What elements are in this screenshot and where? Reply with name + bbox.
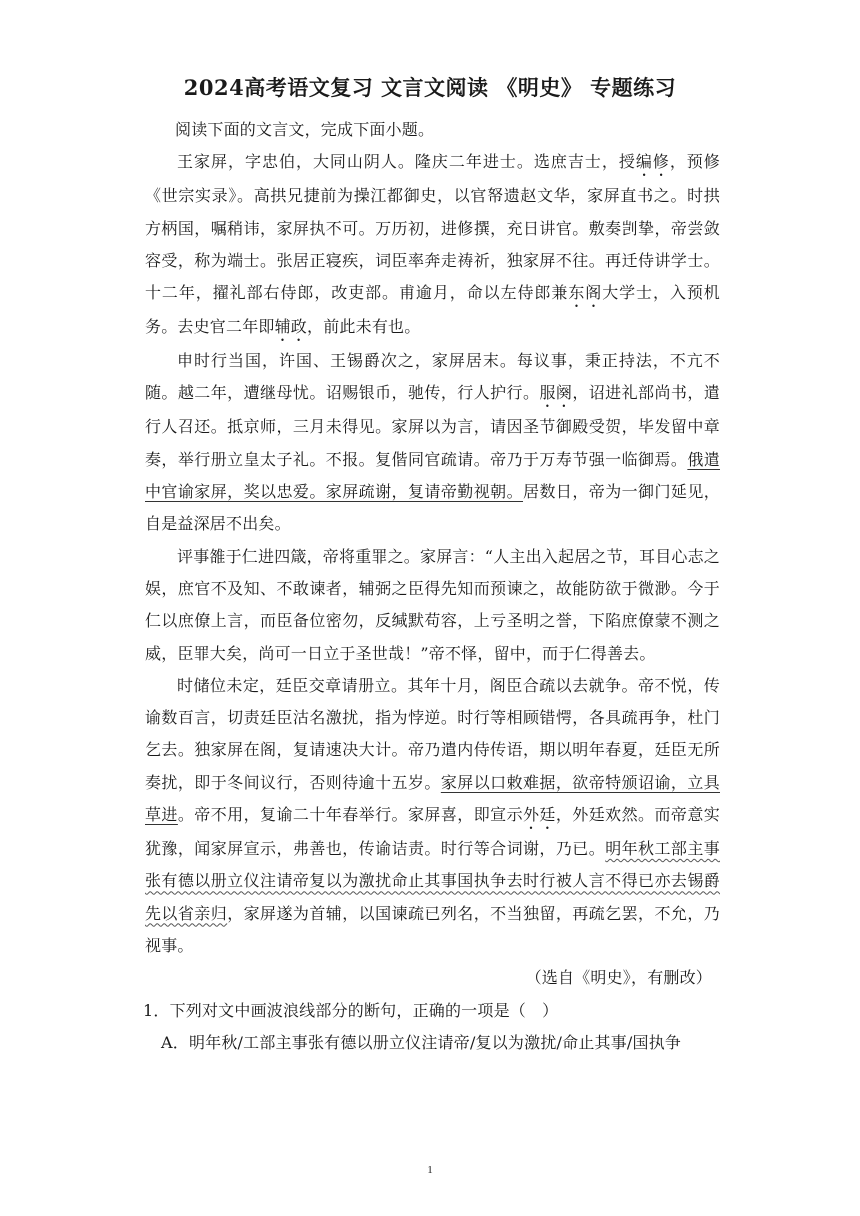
passage-paragraph-4 (145, 670, 720, 962)
emphasized-word: 编修 (635, 152, 670, 172)
passage-paragraph-3: 评事雒于仁进四箴，帝将重罪之。家屏言：“人主出入起居之节，耳目心志之娱，庶官不及知、不敢谏者，辅弼之臣得先知而预谏之，故能防欲于微渺。今于仁以庶僚上言，而臣备位密勿，反缄默苟容，上亏圣明之誉，下陷庶僚蒙不测之威，臣罪大矣，尚可一日立于圣世哉！”帝不怿，留中，而于仁得善去。 (145, 546, 720, 663)
underlined-sentence: 俄遣中官谕家屏，奖以忠爱。家屏疏谢，复请帝勤视朝。 (145, 449, 720, 502)
emphasized-word: 东阁 (568, 283, 603, 303)
underlined-sentence: 家屏以口敕难据，欲帝特颁诏谕，立具草进 (145, 772, 720, 825)
source-citation: （选自《明史》，有删改） (525, 968, 712, 988)
passage-text: 王家屏，字忠伯，大同山阴人。隆庆二年进士。选庶吉士，授 (177, 152, 636, 172)
emphasized-word: 外廷 (523, 805, 556, 825)
page-title: 2024高考语文复习 文言文阅读 《明史》 专题练习 (183, 75, 677, 100)
passage-text: 时储位未定，廷臣交章请册立。其年十月，阁臣合疏以去就争。帝不悦，传谕数百言，切责廷臣沽名激扰，指为悖逆。时行等相顾错愕，各具疏再争，杜门乞去。独家屏在阁，复请速决大计。帝乃遣内侍传语，期以明年春夏，廷臣无所奏扰，即于冬间议行，否则待逾十五岁。 (145, 675, 720, 792)
emphasized-word: 服阕 (539, 383, 573, 403)
instruction-text: 阅读下面的文言文，完成下面小题。 (175, 120, 435, 139)
passage-text: ，家屏遂为首辅，以国谏疏已列名，不当独留，再疏乞罢，不允，乃视事。 (145, 903, 720, 955)
passage-text: 。帝不用，复谕二十年春举行。家屏喜，即宣示 (177, 805, 523, 825)
passage-text: ，预修《世宗实录》。高拱兄捷前为操江都御史，以官帑遗赵文华，家屏直书之。时拱方柄国，嘱稍讳，家屏执不可。万历初，进修撰，充日讲官。敷奏剀挚，帝尝敛容受，称为端士。张居正寝疾，词臣率奔走祷祈，独家屏不往。再迁侍讲学士。十二年，擢礼部右侍郎，改吏部。甫逾月，命以左侍郎兼 (145, 152, 720, 303)
wavy-underlined-passage: 明年秋工部主事张有德以册立仪注请帝复以为激扰命止其事国执争去时行被人言不得已亦去锡爵先以省亲归 (145, 839, 720, 923)
passage-paragraph-1 (145, 146, 720, 345)
document-body (145, 114, 720, 1059)
passage-text: 申时行当国，许国、王锡爵次之，家屏居末。每议事，秉正持法，不亢不随。越二年，遭继母忧。诏赐银币，驰传，行人护行。 (145, 351, 720, 403)
passage-text: 大学士，入预机务。去史官二年即 (145, 283, 720, 337)
question-1-stem: 1．下列对文中画波浪线部分的断句，正确的一项是（ ） (143, 1000, 559, 1020)
passage-text: ，诏进礼部尚书，遣行人召还。抵京师，三月未得见。家屏以为言，请因圣节御殿受贺，毕发留中章奏，举行册立皇太子礼。不报。复偕同官疏请。帝乃于万寿节强一临御焉。 (145, 383, 720, 469)
question-1-option-a: A．明年秋/工部主事张有德以册立仪注请帝/复以为激扰/命止其事/国执争 (161, 1032, 682, 1052)
emphasized-word: 辅政 (274, 317, 308, 337)
page-number: 1 (427, 1164, 433, 1176)
passage-paragraph-2 (145, 345, 720, 540)
passage-text: 居数日，帝为一御门延见，自是益深居不出矣。 (145, 482, 720, 534)
passage-text: ，前此未有也。 (307, 317, 421, 337)
passage-text: ，外廷欢然。而帝意实犹豫，闻家屏宣示，弗善也，传谕诘责。时行等合词谢，乃已。 (145, 805, 720, 859)
